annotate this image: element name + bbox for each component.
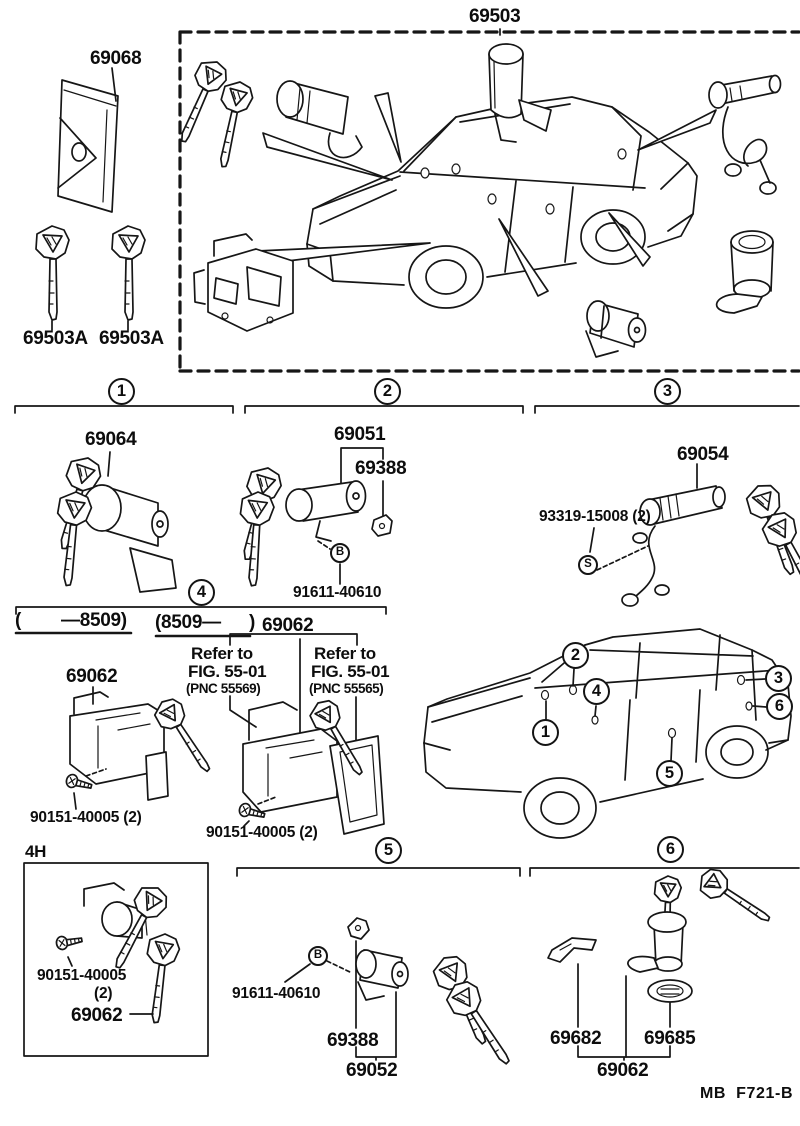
section4h-box-drawing <box>24 863 208 1056</box>
kit-back-door-lock-drawing <box>709 76 781 195</box>
s5-cylinder-part-number: 69052 <box>346 1060 398 1081</box>
s4h-title: 4H <box>25 842 47 861</box>
s6-cylinder-part-number: 69062 <box>597 1060 649 1081</box>
s4-refer-b-line2: FIG. 55-01 <box>311 662 390 681</box>
s2-retainer-part-number: 69388 <box>355 458 407 479</box>
s4-refer-a-line1: Refer to <box>191 644 253 663</box>
key-blank-left-part-number: 69503A <box>23 328 88 349</box>
section-6-callout: 6 <box>657 836 684 863</box>
sedan-overview-drawing <box>307 97 697 308</box>
wagon-callout-2: 2 <box>562 642 589 669</box>
s4-range-late-close: ) <box>249 612 256 633</box>
s5-screw-part-number: 91611-40610 <box>232 985 321 1002</box>
wagon-callout-6: 6 <box>766 693 793 720</box>
section-5-callout: 5 <box>375 837 402 864</box>
section1-cylinder-drawing <box>47 452 176 592</box>
s5-bolt-symbol: B <box>308 946 328 966</box>
s6-gasket-part-number: 69685 <box>644 1028 696 1049</box>
s3-cylinder-part-number: 69054 <box>677 444 729 465</box>
kit-assembly-part-number: 69503 <box>469 6 521 27</box>
kit-fuel-lid-lock-drawing <box>717 231 773 313</box>
wagon-callout-4: 4 <box>583 678 610 705</box>
section4-middle-assembly-drawing <box>238 696 384 834</box>
section5-retainer-drawing <box>348 918 369 939</box>
s4-left-cylinder-part-number: 69062 <box>66 666 118 687</box>
s5-retainer-part-number: 69388 <box>327 1030 379 1051</box>
section-4-callout: 4 <box>188 579 215 606</box>
section4-left-assembly-drawing <box>65 687 220 809</box>
kit-ignition-lock-drawing <box>168 56 362 170</box>
key-blank-right-part-number: 69503A <box>99 328 164 349</box>
s3-screw-part-number: 93319-15008 (2) <box>539 508 651 525</box>
s4-refer-a-line2: FIG. 55-01 <box>188 662 267 681</box>
s4h-cylinder-part-number: 69062 <box>71 1005 123 1026</box>
master-key-blank-left-drawing <box>36 226 69 330</box>
section-1-callout: 1 <box>108 378 135 405</box>
figure-code: MB F721-B <box>700 1085 794 1102</box>
wagon-overview-drawing <box>424 629 791 838</box>
section2-retainer-drawing <box>372 515 392 536</box>
kit-luggage-lock-drawing <box>194 234 293 331</box>
s4-left-screw-part-number: 90151-40005 (2) <box>30 809 142 826</box>
section5-cylinder-drawing <box>356 950 520 1073</box>
s4-range-early-open: ( <box>15 610 22 631</box>
s4-refer-b-line1: Refer to <box>314 644 376 663</box>
s1-cylinder-part-number: 69064 <box>85 429 137 450</box>
section6-cylinder-drawing <box>628 864 776 972</box>
s2-cylinder-part-number: 69051 <box>334 424 386 445</box>
pouch-part-number: 69068 <box>90 48 142 69</box>
section-2-callout: 2 <box>374 378 401 405</box>
s4h-screw-part-number-line1: 90151-40005 <box>37 967 127 984</box>
s4-refer-b-line3: (PNC 55565) <box>309 681 384 696</box>
kit-glovebox-lock-drawing <box>586 301 646 357</box>
s2-bolt-symbol: B <box>330 543 350 563</box>
s4-cylinder-part-number: 69062 <box>262 615 314 636</box>
section-3-callout: 3 <box>654 378 681 405</box>
wagon-callout-1: 1 <box>532 719 559 746</box>
s4h-screw-part-number-line2: (2) <box>94 985 113 1002</box>
kit-door-lock-drawing <box>489 44 551 142</box>
s4-refer-a-line3: (PNC 55569) <box>186 681 261 696</box>
s6-clamp-part-number: 69682 <box>550 1028 602 1049</box>
wagon-callout-5: 5 <box>656 760 683 787</box>
section6-clamp-drawing <box>548 938 596 962</box>
section3-cylinder-drawing <box>622 480 800 606</box>
s3-screw-symbol: S <box>578 555 598 575</box>
section-brackets <box>15 406 799 876</box>
s4-range-late-label: (8509— <box>155 612 221 633</box>
s2-screw-part-number: 91611-40610 <box>293 584 382 601</box>
wagon-callout-3: 3 <box>765 665 792 692</box>
section6-gasket-drawing <box>648 980 692 1002</box>
section2-cylinder-drawing <box>230 464 366 587</box>
s4-range-early-label: —8509) <box>61 610 127 631</box>
key-pouch-drawing <box>58 68 118 212</box>
master-key-blank-right-drawing <box>112 226 145 330</box>
s4-mid-screw-part-number: 90151-40005 (2) <box>206 824 318 841</box>
